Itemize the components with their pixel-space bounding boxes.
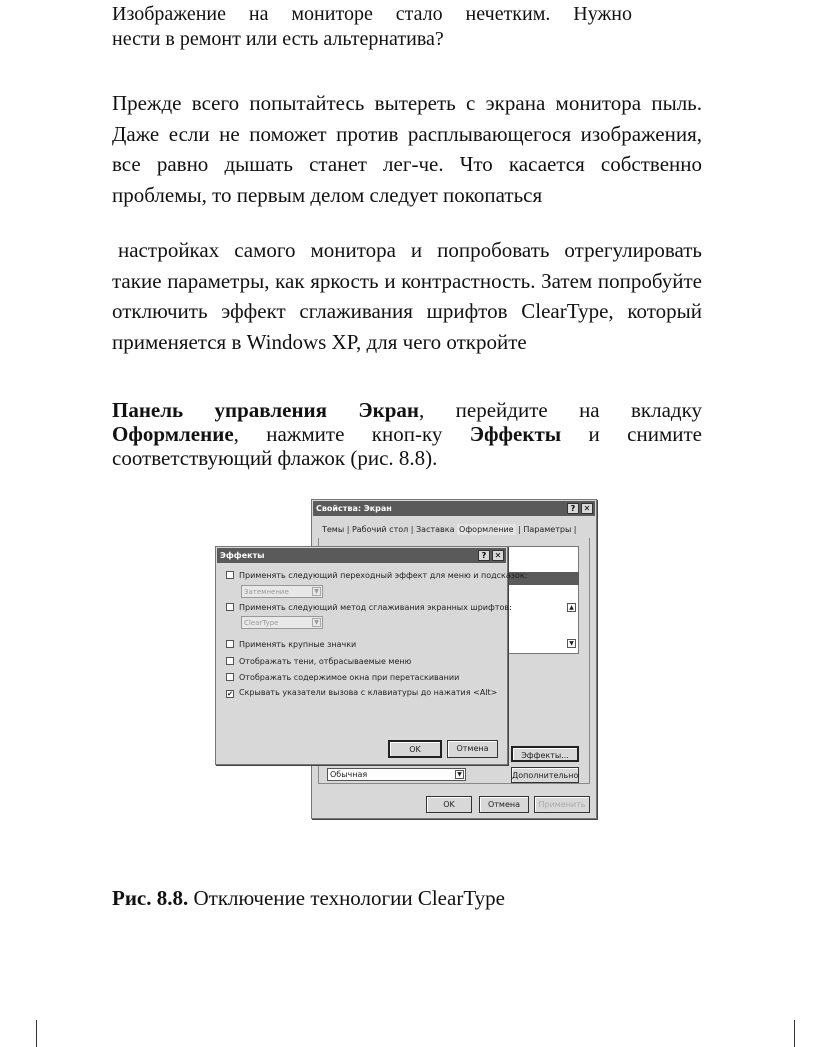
advanced-button[interactable]: Дополнительно	[511, 767, 579, 783]
caption-text: Отключение технологии ClearType	[188, 886, 506, 910]
effects-button[interactable]: Эффекты...	[511, 746, 579, 762]
scroll-up-icon: ▲	[567, 603, 576, 612]
smoothing-dropdown[interactable]: ClearType ▼	[241, 616, 323, 629]
bold-effects: Эффекты	[469, 422, 562, 446]
ok-button[interactable]: OK	[426, 796, 472, 813]
heading-line-2: нести в ремонт или есть альтернатива?	[112, 28, 444, 50]
tab-themes[interactable]: Темы	[322, 525, 345, 534]
help-button[interactable]: ?	[478, 550, 490, 561]
paragraph-3: Панель управления Экран, перейдите на вкладку Оформление, нажмите кноп-ку Эффекты и снимите соответствующий флажок (рис. 8.8).	[112, 398, 703, 470]
tab-screensaver[interactable]: Заставка	[416, 525, 455, 534]
checkbox-icon[interactable]	[226, 603, 234, 611]
ok-button[interactable]: OK	[388, 740, 442, 758]
cancel-button[interactable]: Отмена	[479, 796, 529, 813]
cancel-button[interactable]: Отмена	[447, 740, 498, 758]
paragraph-1: Прежде всего попытайтесь вытереть с экрана монитора пыль. Даже если не поможет против расплывающегося изображения, все равно дышать станет лег-че. Что касается собственно проблемы, то первым делом следует покопаться	[112, 91, 702, 207]
checkbox-font-smoothing[interactable]: Применять следующий метод сглаживания экранных шрифтов:	[226, 603, 512, 612]
caption-label: Рис. 8.8.	[112, 886, 189, 910]
checkbox-icon[interactable]	[226, 571, 234, 579]
checkbox-hide-underlines[interactable]: ✔ Скрывать указатели вызова с клавиатуры до нажатия <Alt>	[227, 688, 498, 698]
apply-button[interactable]: Применить	[534, 796, 590, 813]
tab-desktop[interactable]: Рабочий стол	[351, 525, 409, 534]
titlebar: Эффекты ? ✕	[217, 548, 506, 563]
heading-line-1: Изображение на мониторе стало нечетким. Нужно	[112, 3, 632, 25]
titlebar: Свойства: Экран ? ✕	[313, 501, 595, 516]
tab-bar: Темы | Рабочий стол | Заставка Оформление | Параметры |	[322, 525, 577, 534]
bold-appearance: Оформление	[112, 422, 234, 446]
checkbox-large-icons[interactable]: Применять крупные значки	[226, 640, 356, 649]
checkbox-drag-contents[interactable]: Отображать содержимое окна при перетаскивании	[226, 673, 459, 682]
transition-dropdown[interactable]: Затемнение ▼	[241, 585, 323, 598]
figure-caption	[112, 884, 612, 912]
checkbox-icon[interactable]	[226, 640, 234, 648]
bold-control-panel: Панель управления	[112, 398, 328, 422]
checkbox-icon[interactable]	[226, 657, 234, 665]
checkbox-checked-icon[interactable]: ✔	[227, 690, 233, 698]
tab-appearance[interactable]: Оформление	[459, 525, 514, 534]
checkbox-menu-shadows[interactable]: Отображать тени, отбрасываемые меню	[226, 657, 411, 666]
effects-dialog	[215, 546, 528, 765]
crop-mark	[36, 1020, 37, 1047]
close-button[interactable]: ✕	[492, 550, 504, 561]
close-button[interactable]: ✕	[581, 503, 593, 514]
size-select[interactable]: Обычная ▼	[327, 768, 466, 781]
bold-screen: Экран	[358, 398, 420, 422]
page-heading	[112, 2, 632, 52]
chevron-down-icon: ▼	[455, 770, 464, 779]
paragraph-2: настройках самого монитора и попробовать отрегулировать такие параметры, как яркость и контрастность. Затем попробуйте отключить эффект сглаживания шрифтов ClearType, который применяется в Windows XP, для чего откройте	[112, 238, 702, 354]
tab-settings[interactable]: Параметры	[523, 525, 572, 534]
checkbox-menu-transition[interactable]: Применять следующий переходный эффект для меню и подсказок:	[226, 571, 527, 580]
scroll-down-icon: ▼	[567, 639, 576, 648]
checkbox-icon[interactable]	[226, 673, 234, 681]
crop-mark	[794, 1020, 795, 1047]
help-button[interactable]: ?	[567, 503, 579, 514]
preview-area	[506, 546, 579, 654]
